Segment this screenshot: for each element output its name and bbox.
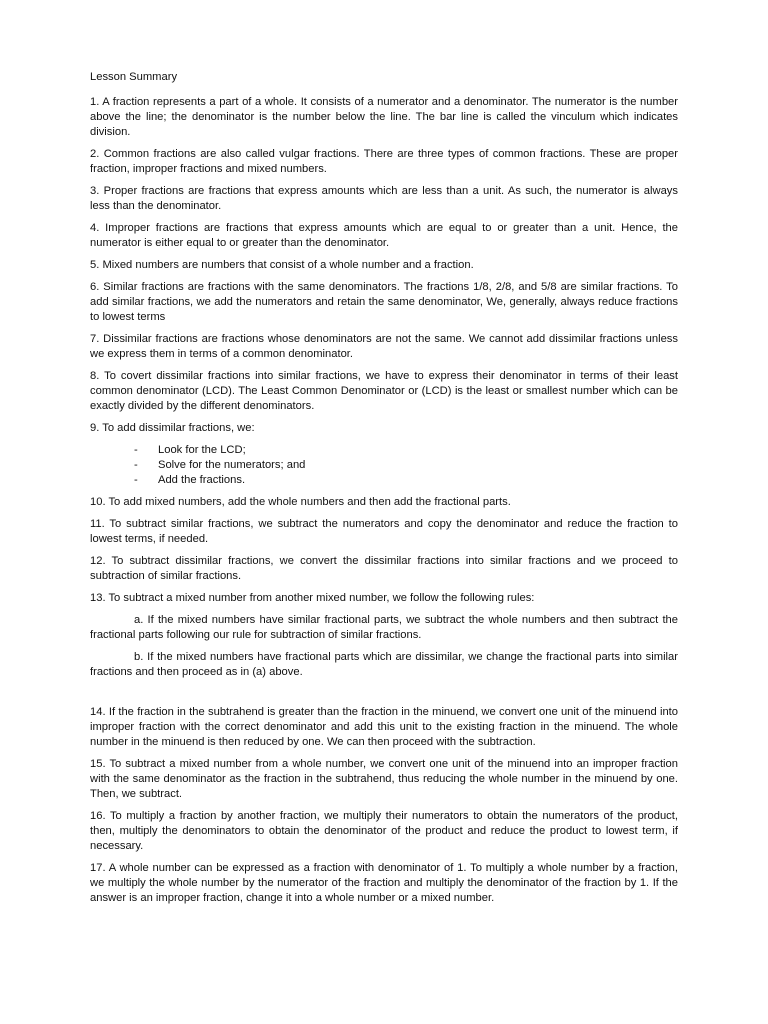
paragraph-9: 9. To add dissimilar fractions, we:	[90, 422, 255, 434]
dash-bullet: -	[134, 474, 138, 486]
paragraph-12: 12. To subtract dissimilar fractions, we convert the dissimilar fractions into similar fractions and we proceed to subtraction of similar fractions.	[90, 555, 678, 582]
paragraph-13: 13. To subtract a mixed number from another mixed number, we follow the following rules:	[90, 592, 535, 604]
paragraph-17: 17. A whole number can be expressed as a fraction with denominator of 1. To multiply a whole number by a fraction, we multiply the whole number by the numerator of the fraction and multiply the denominator of the fraction by 1. If the answer is an improper fraction, change it into a whole number or a mixed number.	[90, 862, 678, 904]
paragraph-4: 4. Improper fractions are fractions that express amounts which are equal to or greater than a unit. Hence, the numerator is either equal to or greater than the denominator.	[90, 222, 678, 249]
list-item-text: Solve for the numerators; and	[158, 459, 306, 471]
paragraph-14: 14. If the fraction in the subtrahend is greater than the fraction in the minuend, we convert one unit of the minuend into improper fraction with the correct denominator and add this unit to the existing fraction in the minuend. The whole number in the minuend is then reduced by one. We can then proceed with the subtraction.	[90, 706, 678, 748]
dash-bullet: -	[134, 459, 138, 471]
paragraph-16: 16. To multiply a fraction by another fraction, we multiply their numerators to obtain the numerators of the product, then, multiply the denominators to obtain the denominator of the product and reduce the product to lowest term, if necessary.	[90, 810, 678, 852]
add-dissimilar-steps-list	[90, 443, 678, 488]
paragraph-7: 7. Dissimilar fractions are fractions whose denominators are not the same. We cannot add dissimilar fractions unless we express them in terms of a common denominator.	[90, 333, 678, 360]
paragraph-1: 1. A fraction represents a part of a whole. It consists of a numerator and a denominator. The numerator is the number above the line; the denominator is the number below the line. The bar line is called the vinculum which indicates division.	[90, 96, 678, 138]
list-item	[90, 458, 678, 473]
list-item-text: Add the fractions.	[158, 474, 246, 486]
paragraph-6: 6. Similar fractions are fractions with the same denominators. The fractions 1/8, 2/8, and 5/8 are similar fractions. To add similar fractions, we add the numerators and retain the same denominator, We, generally, always reduce fractions to lowest terms	[90, 281, 678, 323]
paragraph-5: 5. Mixed numbers are numbers that consist of a whole number and a fraction.	[90, 259, 474, 271]
paragraph-8: 8. To covert dissimilar fractions into similar fractions, we have to express their denominator in terms of their least common denominator (LCD). The Least Common Denominator or (LCD) is the least or smallest number which can be exactly divided by the different denominators.	[90, 370, 678, 412]
list-item	[90, 443, 678, 458]
paragraph-2: 2. Common fractions are also called vulgar fractions. There are three types of common fractions. These are proper fraction, improper fractions and mixed numbers.	[90, 148, 678, 175]
paragraph-3: 3. Proper fractions are fractions that express amounts which are less than a unit. As such, the numerator is always less than the denominator.	[90, 185, 678, 212]
paragraph-13a: a. If the mixed numbers have similar fractional parts, we subtract the whole numbers and then subtract the fractional parts following our rule for subtraction of similar fractions.	[90, 614, 678, 641]
page-title: Lesson Summary	[90, 71, 178, 83]
paragraph-11: 11. To subtract similar fractions, we subtract the numerators and copy the denominator and reduce the fraction to lowest terms, if needed.	[90, 518, 678, 545]
list-item	[90, 473, 678, 488]
paragraph-13b: b. If the mixed numbers have fractional parts which are dissimilar, we change the fractional parts into similar fractions and then proceed as in (a) above.	[90, 651, 678, 678]
list-item-text: Look for the LCD;	[158, 444, 246, 456]
dash-bullet: -	[134, 444, 138, 456]
spacer	[90, 687, 678, 705]
paragraph-15: 15. To subtract a mixed number from a whole number, we convert one unit of the minuend into an improper fraction with the same denominator as the fraction in the subtrahend, thus reducing the whole number in the minuend by one. Then, we subtract.	[90, 758, 678, 800]
paragraph-10: 10. To add mixed numbers, add the whole numbers and then add the fractional parts.	[90, 496, 511, 508]
